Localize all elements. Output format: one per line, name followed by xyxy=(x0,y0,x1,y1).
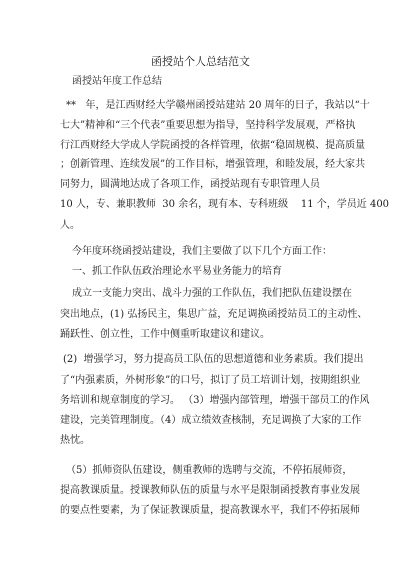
paragraph-1-line-5: 同努力，圆满地达成了各项工作，函授站现有专职管理人员 xyxy=(60,179,320,190)
section-heading-1: 一、抓工作队伍政治理论水平易业务能力的培育 xyxy=(72,266,282,277)
paragraph-5-line-3: 的要点性要素，为了保证教课质量，提高教课水平，我们不停拓展师 xyxy=(60,505,360,516)
paragraph-4-line-1: (2) 增强学习，努力提高员工队伍的思想道德和业务素质。我们提出 xyxy=(63,354,364,365)
paragraph-3-line-3: 踊跃性、创立性，工作中侧重听取建议和建议。 xyxy=(60,329,270,340)
paragraph-1-line-6: 10 人，专、兼职教师 30 余名，现有本、专科班级 11 个，学员近 400 xyxy=(60,199,390,210)
paragraph-2-line-1: 今年度环绕函授站建设，我们主要做了以下几个方面工作： xyxy=(72,246,332,257)
paragraph-5-line-2: 提高教课质量。授课教师队伍的质量与水平是限制函授教育事业发展 xyxy=(60,485,360,496)
paragraph-3-line-2: 突出地点，(1) 弘扬民主，集思广益，充足调换函授站员工的主动性、 xyxy=(60,309,368,320)
document-subtitle: 函授站年度工作总结 xyxy=(72,76,162,87)
paragraph-4-line-2: 了“内强素质，外树形象”的口号，拟订了员工培训计划，按期组织业 xyxy=(60,375,361,386)
paragraph-1-line-1: ** 年，是江西财经大学赣州函授站建站 20 周年的日子，我站以“十 xyxy=(66,100,370,111)
paragraph-1-line-2: 七大”精神和“三个代表”重要思想为指导，坚持科学发展观，严格执 xyxy=(60,120,356,131)
paragraph-1-line-3: 行江西财经大学成人学院函授的各样管理，依据“稳固规模、提高质量 xyxy=(60,140,366,151)
paragraph-3-line-1: 成立一支能力突出、战斗力强的工作队伍，我们把队伍建设摆在 xyxy=(72,288,352,299)
paragraph-4-line-4: 建设，完美管理制度。（4）成立绩效查核制，充足调换了大家的工作 xyxy=(60,415,362,426)
paragraph-4-line-5: 热忱。 xyxy=(60,435,90,446)
paragraph-4-line-3: 务培训和规章制度的学习。 （3）增强内部管理，增强干部员工的作风 xyxy=(60,395,370,406)
document-title: 函授站个人总结范文 xyxy=(151,55,250,68)
paragraph-5-line-1: （5）抓师资队伍建设，侧重教师的选聘与交流，不停拓展师资， xyxy=(66,465,353,476)
paragraph-1-line-7: 人。 xyxy=(60,220,80,231)
paragraph-1-line-4: ；创新管理、连续发展”的工作目标，增强管理，和睦发展，经大家共 xyxy=(60,159,366,170)
